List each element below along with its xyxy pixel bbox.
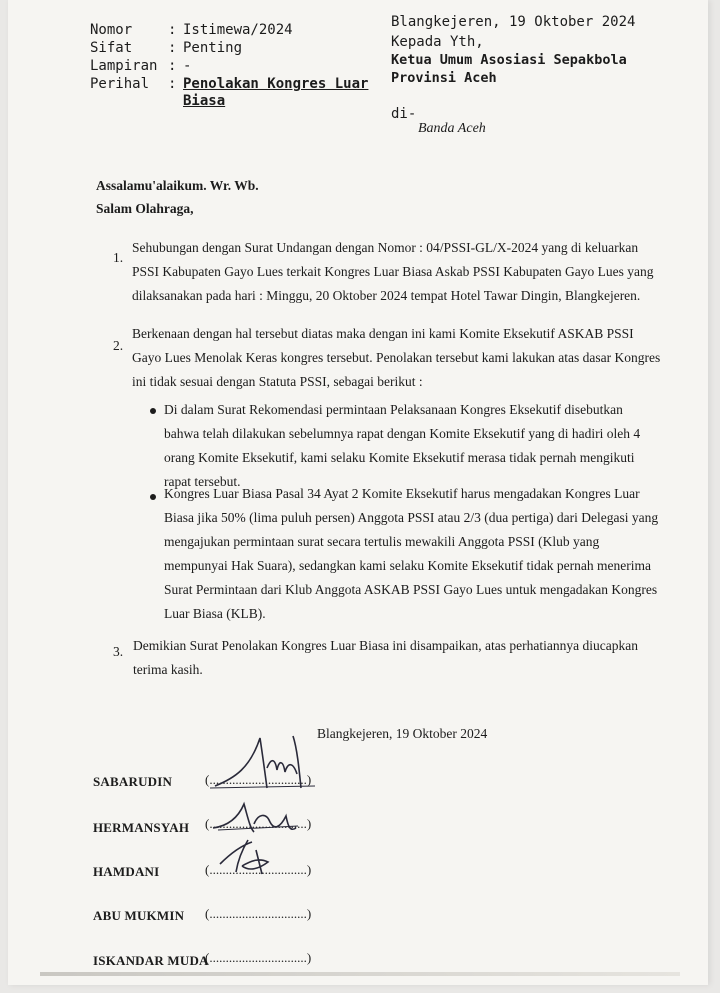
sifat-label: Sifat <box>90 40 133 56</box>
sifat-value: Penting <box>183 40 243 56</box>
letter-date: Blangkejeren, 19 Oktober 2024 <box>391 14 636 30</box>
recipient-di: di- <box>391 106 417 122</box>
signatory-name: SABARUDIN <box>93 774 173 789</box>
signatory-name: HAMDANI <box>93 864 160 879</box>
bullet-1-line: rapat tersebut. <box>164 474 241 489</box>
sifat-colon: : <box>168 40 177 56</box>
nomor-label: Nomor <box>90 22 133 38</box>
recipient-name-line2: Provinsi Aceh <box>391 70 497 86</box>
lampiran-label: Lampiran <box>90 58 158 74</box>
nomor-colon: : <box>168 22 177 38</box>
item-2-line: Berkenaan dengan hal tersebut diatas maka dengan ini kami Komite Eksekutif ASKAB PSSI <box>132 326 634 341</box>
bullet-2-paragraph <box>164 482 658 626</box>
item-2-line: Gayo Lues Menolak Keras kongres tersebut. Penolakan tersebut kami lakukan atas dasar Kongres <box>132 350 661 365</box>
bullet-2-line: mengajukan permintaan surat secara tertulis mewakili Anggota PSSI (Klub yang <box>164 534 600 549</box>
bullet-1-line: Di dalam Surat Rekomendasi permintaan Pelaksanaan Kongres Eksekutif disebutkan <box>164 402 623 417</box>
perihal-colon: : <box>168 76 177 92</box>
item-3-paragraph <box>133 634 638 682</box>
perihal-value-line2: Biasa <box>183 93 226 109</box>
nomor-value: Istimewa/2024 <box>183 22 293 38</box>
lampiran-colon: : <box>168 58 177 74</box>
bullet-1-line: bahwa telah dilakukan sebelumnya rapat dengan Komite Eksekutif yang di hadiri oleh 4 <box>164 426 641 441</box>
item-1-line: Sehubungan dengan Surat Undangan dengan Nomor : 04/PSSI-GL/X-2024 yang di keluarkan <box>132 240 639 255</box>
item-3-line: terima kasih. <box>133 662 203 677</box>
greeting-salam: Assalamu'alaikum. Wr. Wb. <box>96 178 259 193</box>
item-2-number: 2. <box>113 338 124 353</box>
signature-line: (..............................) <box>205 862 312 877</box>
item-2-paragraph <box>132 322 660 394</box>
item-1-number: 1. <box>113 250 124 265</box>
item-3-number: 3. <box>113 644 124 659</box>
signature-line: (..............................) <box>205 906 312 921</box>
bullet-1-paragraph <box>164 398 640 494</box>
recipient-city: Banda Aceh <box>418 121 486 136</box>
bullet-2-line: Surat Permintaan dari Klub Anggota ASKAB PSSI Gayo Lues untuk mengadakan Kongres <box>164 582 658 597</box>
item-3-line: Demikian Surat Penolakan Kongres Luar Biasa ini disampaikan, atas perhatiannya diucapkan <box>133 638 638 653</box>
bullet-2-line: mempunyai Hak Suara), sedangkan kami selaku Komite Eksekutif tidak pernah menerima <box>164 558 651 573</box>
bullet-dot <box>150 408 156 414</box>
item-2-line: ini tidak sesuai dengan Statuta PSSI, sebagai berikut : <box>132 374 423 389</box>
bullet-dot <box>150 494 156 500</box>
item-1-line: PSSI Kabupaten Gayo Lues terkait Kongres Luar Biasa Askab PSSI Kabupaten Gayo Lues yang <box>132 264 654 279</box>
closing-date: Blangkejeren, 19 Oktober 2024 <box>317 726 488 741</box>
signature-line: (..............................) <box>205 816 312 831</box>
perihal-value-line1: Penolakan Kongres Luar <box>183 76 369 92</box>
bullet-2-line: Luar Biasa (KLB). <box>164 606 266 621</box>
signature-line: (..............................) <box>205 950 312 965</box>
greeting-olahraga: Salam Olahraga, <box>96 201 194 216</box>
bullet-2-line: Biasa jika 50% (lima puluh persen) Anggota PSSI atau 2/3 (dua pertiga) dari Delegasi yang <box>164 510 659 525</box>
item-1-line: dilaksanakan pada hari : Minggu, 20 Oktober 2024 tempat Hotel Tawar Dingin, Blangkejeren. <box>132 288 641 303</box>
recipient-to: Kepada Yth, <box>391 34 484 50</box>
page-bottom-edge <box>40 972 680 976</box>
recipient-name-line1: Ketua Umum Asosiasi Sepakbola <box>391 52 627 68</box>
signature-line: (..............................) <box>205 772 312 787</box>
signatory-name: HERMANSYAH <box>93 820 190 835</box>
signatory-name: ISKANDAR MUDA <box>93 953 209 968</box>
bullet-1-line: orang Komite Eksekutif, kami selaku Komite Eksekutif merasa tidak pernah mengikuti <box>164 450 635 465</box>
signatory-name: ABU MUKMIN <box>93 908 185 923</box>
item-1-paragraph <box>132 236 654 308</box>
bullet-2-line: Kongres Luar Biasa Pasal 34 Ayat 2 Komite Eksekutif harus mengadakan Kongres Luar <box>164 486 640 501</box>
lampiran-value: - <box>183 58 192 74</box>
perihal-label: Perihal <box>90 76 150 92</box>
